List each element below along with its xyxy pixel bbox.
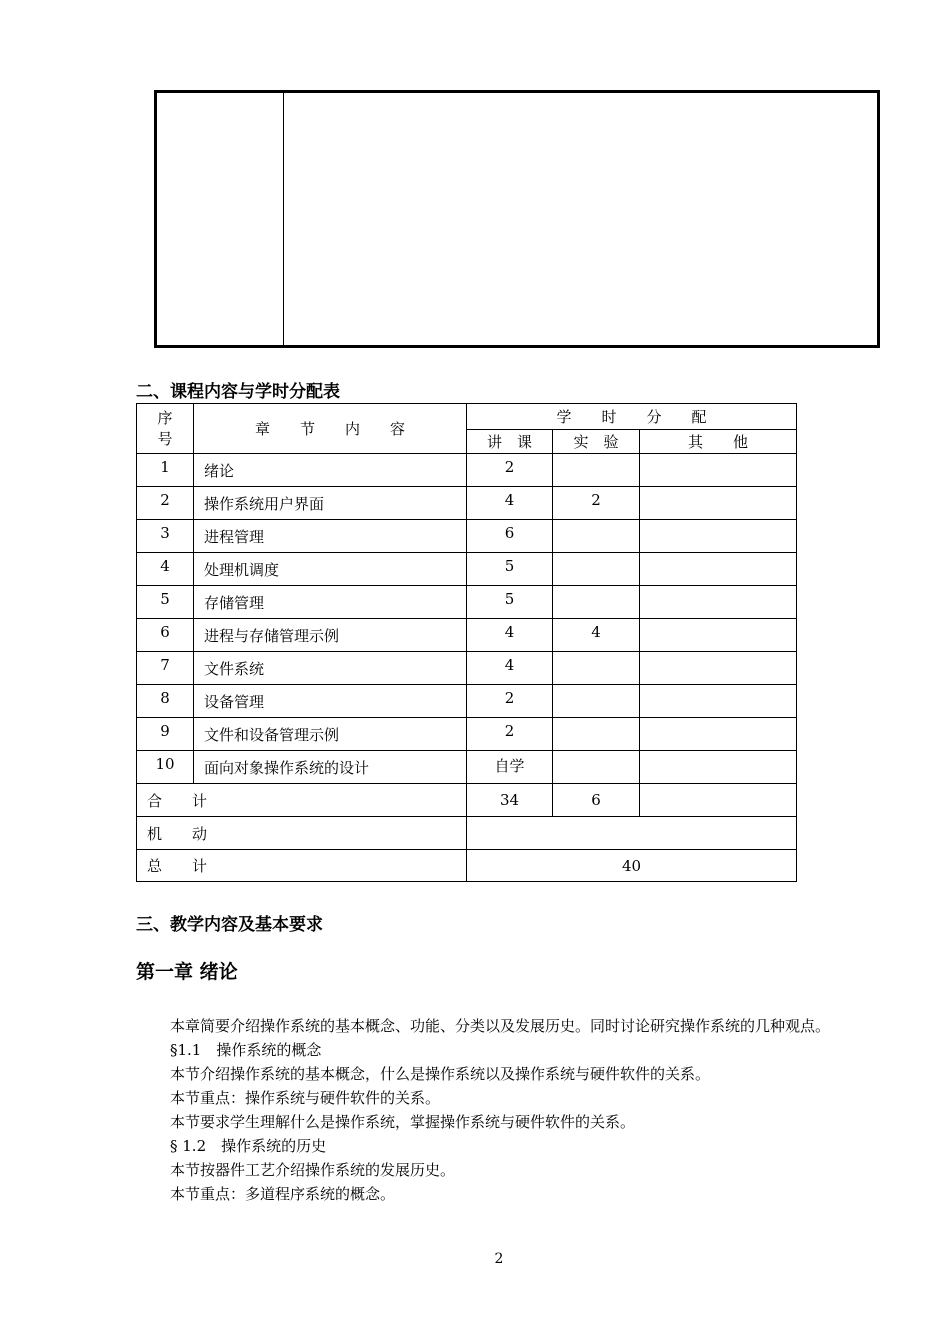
row-content: 处理机调度 (194, 553, 467, 586)
row-number: 10 (137, 751, 194, 784)
row-lecture-hours: 4 (467, 487, 553, 520)
row-content: 文件和设备管理示例 (194, 718, 467, 751)
row-lab-hours (553, 586, 640, 619)
row-other-hours (640, 685, 797, 718)
row-lecture-hours: 5 (467, 553, 553, 586)
row-number: 9 (137, 718, 194, 751)
chapter-1-title: 第一章 绪论 (136, 961, 238, 983)
row-number: 7 (137, 652, 194, 685)
paragraph-1-1-key: 本节重点：操作系统与硬件软件的关系。 (170, 1089, 441, 1107)
table-row (137, 619, 797, 652)
row-content: 文件系统 (194, 652, 467, 685)
header-seq (137, 404, 194, 454)
row-lecture-hours: 2 (467, 718, 553, 751)
row-lab-hours: 4 (553, 619, 640, 652)
header-other: 其 他 (640, 430, 797, 454)
row-other-hours (640, 553, 797, 586)
total-label: 总 计 (137, 850, 467, 882)
row-lab-hours (553, 685, 640, 718)
row-lab-hours (553, 520, 640, 553)
paragraph-section-1-2: § 1.2 操作系统的历史 (170, 1137, 327, 1155)
row-lecture-hours: 2 (467, 454, 553, 487)
paragraph-1-1-req: 本节要求学生理解什么是操作系统，掌握操作系统与硬件软件的关系。 (170, 1113, 636, 1131)
row-lecture-hours: 4 (467, 619, 553, 652)
row-lecture-hours: 自学 (467, 751, 553, 784)
row-other-hours (640, 751, 797, 784)
paragraph-1-2-desc: 本节按器件工艺介绍操作系统的发展历史。 (170, 1161, 456, 1179)
flex-value (467, 817, 797, 850)
row-lecture-hours: 4 (467, 652, 553, 685)
total-value: 40 (467, 850, 797, 882)
top-table-frame (154, 90, 880, 348)
table-row (137, 751, 797, 784)
row-lab-hours (553, 652, 640, 685)
table-row (137, 718, 797, 751)
table-row (137, 520, 797, 553)
header-content: 章 节 内 容 (194, 404, 467, 454)
row-lab-hours (553, 454, 640, 487)
row-content: 面向对象操作系统的设计 (194, 751, 467, 784)
section-2-heading: 二、课程内容与学时分配表 (136, 382, 340, 402)
flex-label: 机 动 (137, 817, 467, 850)
paragraph-section-1-1: §1.1 操作系统的概念 (170, 1041, 322, 1059)
row-other-hours (640, 586, 797, 619)
hours-allocation-table (136, 403, 797, 882)
row-other-hours (640, 487, 797, 520)
page-number: 2 (494, 1251, 504, 1267)
paragraph-1-1-desc: 本节介绍操作系统的基本概念，什么是操作系统以及操作系统与硬件软件的关系。 (170, 1065, 711, 1083)
row-content: 进程与存储管理示例 (194, 619, 467, 652)
paragraph-1-2-key: 本节重点：多道程序系统的概念。 (170, 1185, 396, 1203)
row-content: 设备管理 (194, 685, 467, 718)
row-lecture-hours: 5 (467, 586, 553, 619)
row-lab-hours (553, 751, 640, 784)
section-3-heading: 三、教学内容及基本要求 (136, 915, 323, 935)
row-number: 3 (137, 520, 194, 553)
table-row (137, 454, 797, 487)
subtotal-lab: 6 (553, 784, 640, 817)
row-number: 1 (137, 454, 194, 487)
table-row (137, 487, 797, 520)
table-row (137, 685, 797, 718)
row-number: 2 (137, 487, 194, 520)
header-hours: 学 时 分 配 (467, 404, 797, 430)
row-number: 8 (137, 685, 194, 718)
row-other-hours (640, 454, 797, 487)
chapter-1-body (136, 1014, 860, 1206)
row-other-hours (640, 619, 797, 652)
row-lab-hours (553, 718, 640, 751)
table-row (137, 652, 797, 685)
row-lab-hours: 2 (553, 487, 640, 520)
paragraph-intro: 本章简要介绍操作系统的基本概念、功能、分类以及发展历史。同时讨论研究操作系统的几种观点。 (170, 1017, 831, 1035)
row-number: 4 (137, 553, 194, 586)
header-lab: 实 验 (553, 430, 640, 454)
row-number: 5 (137, 586, 194, 619)
header-lecture: 讲 课 (467, 430, 553, 454)
subtotal-lecture: 34 (467, 784, 553, 817)
row-content: 操作系统用户界面 (194, 487, 467, 520)
table-column-divider (283, 93, 284, 345)
header-seq-line1: 序 (157, 408, 173, 427)
subtotal-other (640, 784, 797, 817)
row-other-hours (640, 718, 797, 751)
row-lecture-hours: 2 (467, 685, 553, 718)
row-number: 6 (137, 619, 194, 652)
row-lab-hours (553, 553, 640, 586)
table-row (137, 553, 797, 586)
row-content: 进程管理 (194, 520, 467, 553)
table-row (137, 586, 797, 619)
row-lecture-hours: 6 (467, 520, 553, 553)
header-seq-line2: 号 (157, 429, 173, 448)
row-other-hours (640, 520, 797, 553)
row-content: 存储管理 (194, 586, 467, 619)
row-content: 绪论 (194, 454, 467, 487)
row-other-hours (640, 652, 797, 685)
subtotal-label: 合 计 (137, 784, 467, 817)
